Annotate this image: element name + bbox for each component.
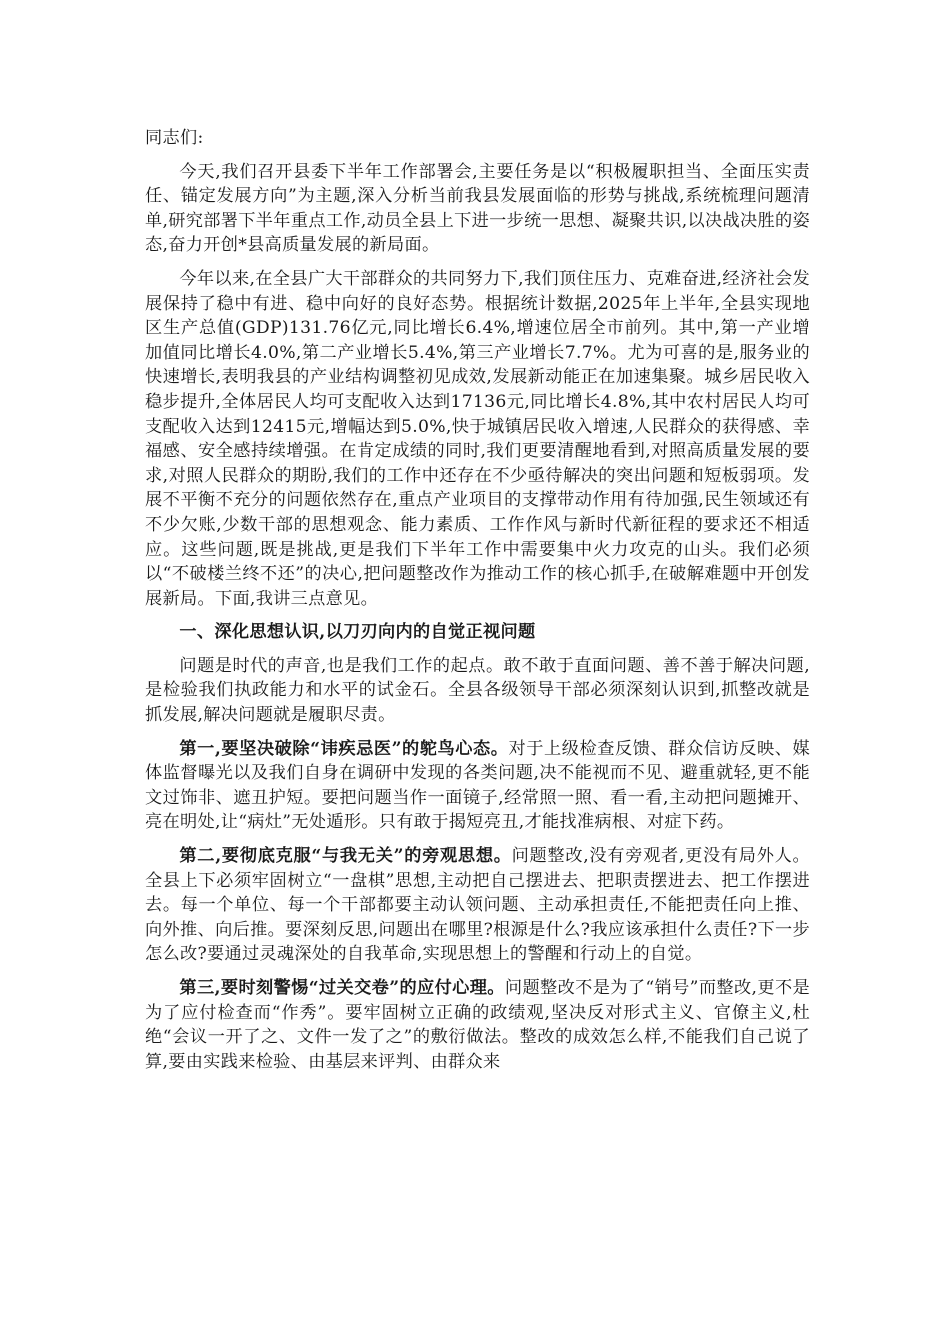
salutation: 同志们: (145, 128, 204, 148)
section-1-intro-paragraph: 问题是时代的声音,也是我们工作的起点。敢不敢于直面问题、善不善于解决问题,是检验我们执政能力和水平的试金石。全县各级领导干部必须深刻认识到,抓整改就是抓发展,解决问题就是履职尽责。 (145, 655, 810, 726)
point-2-paragraph (145, 844, 810, 967)
point-3-paragraph (145, 976, 810, 1074)
point-2-body: 问题整改,没有旁观者,更没有局外人。全县上下必须牢固树立“一盘棋”思想,主动把自己摆进去、把职责摆进去、把工作摆进去。每一个单位、每一个干部都要主动认领问题、主动承担责任,不能把责任向上推、向外推、向后推。要深刻反思,问题出在哪里?根源是什么?我应该承担什么责任?下一步怎么改?要通过灵魂深处的自我革命,实现思想上的警醒和行动上的自觉。 (145, 846, 810, 965)
point-2-lead: 第二,要彻底克服“与我无关”的旁观思想。 (179, 846, 512, 867)
intro-paragraph: 今天,我们召开县委下半年工作部署会,主要任务是以“积极履职担当、全面压实责任、锚定发展方向”为主题,深入分析当前我县发展面临的形势与挑战,系统梳理问题清单,研究部署下半年重点工作,动员全县上下进一步统一思想、凝聚共识,以决战决胜的姿态,奋力开创*县高质量发展的新局面。 (145, 161, 810, 256)
section-heading-1: 一、深化思想认识,以刀刃向内的自觉正视问题 (179, 622, 536, 643)
point-1-lead: 第一,要坚决破除“讳疾忌医”的鸵鸟心态。 (179, 738, 509, 759)
point-1-body: 对于上级检查反馈、群众信访反映、媒体监督曝光以及我们自身在调研中发现的各类问题,决不能视而不见、避重就轻,更不能文过饰非、遮丑护短。要把问题当作一面镜子,经常照一照、看一看,主动把问题摊开、亮在明处,让“病灶”无处遁形。只有敢于揭短亮丑,才能找准病根、对症下药。 (145, 738, 810, 833)
achievements-paragraph: 今年以来,在全县广大干部群众的共同努力下,我们顶住压力、克难奋进,经济社会发展保持了稳中有进、稳中向好的良好态势。根据统计数据,2025年上半年,全县实现地区生产总值(GDP)131.76亿元,同比增长6.4%,增速位居全市前列。其中,第一产业增加值同比增长4.0%,第二产业增长5.4%,第三产业增长7.7%。尤为可喜的是,服务业的快速增长,表明我县的产业结构调整初见成效,发展新动能正在加速集聚。城乡居民收入稳步提升,全体居民人均可支配收入达到17136元,同比增长4.8%,其中农村居民人均可支配收入达到12415元,增幅达到5.0%,快于城镇居民收入增速,人民群众的获得感、幸福感、安全感持续增强。在肯定成绩的同时,我们更要清醒地看到,对照高质量发展的要求,对照人民群众的期盼,我们的工作中还存在不少亟待解决的突出问题和短板弱项。发展不平衡不充分的问题依然存在,重点产业项目的支撑带动作用有待加强,民生领域还有不少欠账,少数干部的思想观念、能力素质、工作作风与新时代新征程的要求还不相适应。这些问题,既是挑战,更是我们下半年工作中需要集中火力攻克的山头。我们必须以“不破楼兰终不还”的决心,把问题整改作为推动工作的核心抓手,在破解难题中开创发展新局。下面,我讲三点意见。 (145, 268, 810, 609)
point-3-body: 问题整改不是为了“销号”而整改,更不是为了应付检查而“作秀”。要牢固树立正确的政绩观,坚决反对形式主义、官僚主义,杜绝“会议一开了之、文件一发了之”的敷衍做法。整改的成效怎么样,不能我们自己说了算,要由实践来检验、由基层来评判、由群众来 (145, 978, 810, 1072)
point-3-lead: 第三,要时刻警惕“过关交卷”的应付心理。 (179, 978, 505, 998)
point-1-paragraph (145, 737, 810, 835)
speech-body (145, 126, 810, 1083)
